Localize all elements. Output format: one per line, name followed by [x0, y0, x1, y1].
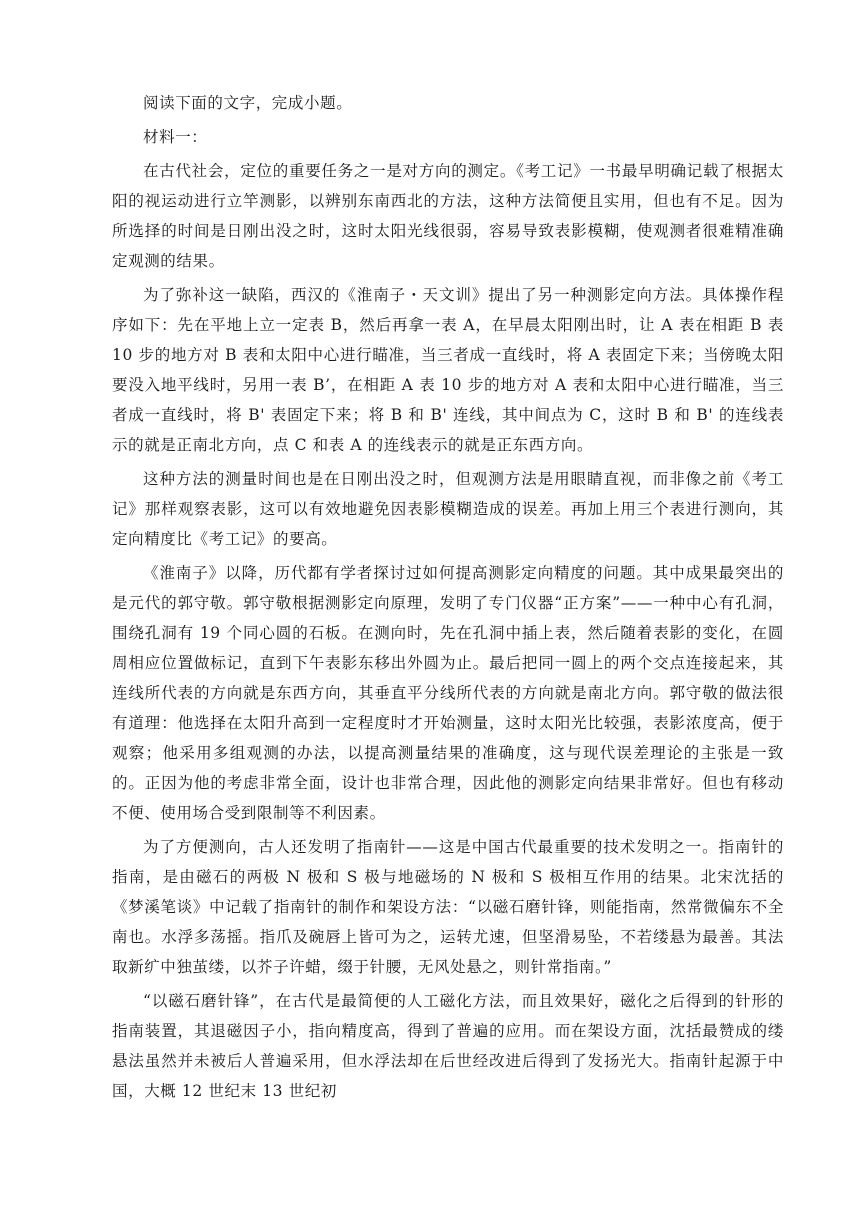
paragraph-4: 《淮南子》以降，历代都有学者探讨过如何提高测影定向精度的问题。其中成果最突出的是元代的郭守敬。郭守敬根据测影定向原理，发明了专门仪器“正方案”——一种中心有孔洞，围绕孔洞有 19 个同心圆的石板。在测向时，先在孔洞中插上表，然后随着表影的变化，在圆周相应位置做标记，直到下午表影东移出外圆为止。最后把同一圆上的两个交点连接起来，其连线所代表的方向就是东西方向，其垂直平分线所代表的方向就是南北方向。郭守敬的做法很有道理：他选择在太阳升高到一定程度时才开始测量，这时太阳光比较强，表影浓度高，便于观察；他采用多组观测的办法，以提高测量结果的准确度，这与现代误差理论的主张是一致的。正因为他的考虑非常全面，设计也非常合理，因此他的测影定向结果非常好。但也有移动不便、使用场合受到限制等不利因素。 — [112, 564, 784, 822]
paragraph-3: 这种方法的测量时间也是在日刚出没之时，但观测方法是用眼睛直视，而非像之前《考工记》那样观察表影，这可以有效地避免因表影模糊造成的误差。再加上用三个表进行测向，其定向精度比《考工记》的要高。 — [112, 470, 784, 548]
instruction-text: 阅读下面的文字，完成小题。 — [143, 94, 353, 112]
paragraph-1: 在古代社会，定位的重要任务之一是对方向的测定。《考工记》一书最早明确记载了根据太阳的视运动进行立竿测影，以辨别东南西北的方法，这种方法简便且实用，但也有不足。因为所选择的时间是日刚出没之时，这时太阳光线很弱，容易导致表影模糊，使观测者很难精准确定观测的结果。 — [112, 162, 784, 270]
document-body — [112, 88, 784, 1110]
paragraph-5: 为了方便测向，古人还发明了指南针——这是中国古代最重要的技术发明之一。指南针的指南，是由磁石的两极 N 极和 S 极与地磁场的 N 极和 S 极相互作用的结果。北宋沈括的《梦溪笔谈》中记载了指南针的制作和架设方法：“以磁石磨针锋，则能指南，然常微偏东不全南也。水浮多荡摇。指爪及碗唇上皆可为之，运转尤速，但坚滑易坠，不若缕悬为最善。其法取新纩中独茧缕，以芥子许蜡，缀于针腰，无风处悬之，则针常指南。” — [112, 838, 784, 976]
paragraph-2: 为了弥补这一缺陷，西汉的《淮南子・天文训》提出了另一种测影定向方法。具体操作程序如下：先在平地上立一定表 B，然后再拿一表 A，在早晨太阳刚出时，让 A 表在相距 B 表 10 步的地方对 B 表和太阳中心进行瞄准，当三者成一直线时，将 A 表固定下来；当傍晚太阳要没入地平线时，另用一表 B’，在相距 A 表 10 步的地方对 A 表和太阳中心进行瞄准，当三者成一直线时，将 B' 表固定下来；将 B 和 B' 连线，其中间点为 C，这时 B 和 B' 的连线表示的就是正南北方向，点 C 和表 A 的连线表示的就是正东西方向。 — [112, 286, 784, 454]
paragraph-6: “以磁石磨针锋”，在古代是最简便的人工磁化方法，而且效果好，磁化之后得到的针形的指南装置，其退磁因子小，指向精度高，得到了普遍的应用。而在架设方面，沈括最赞成的缕悬法虽然并未被后人普遍采用，但水浮法却在后世经改进后得到了发扬光大。指南针起源于中国，大概 12 世纪末 13 世纪初 — [112, 992, 784, 1100]
material-label: 材料一： — [143, 128, 208, 146]
